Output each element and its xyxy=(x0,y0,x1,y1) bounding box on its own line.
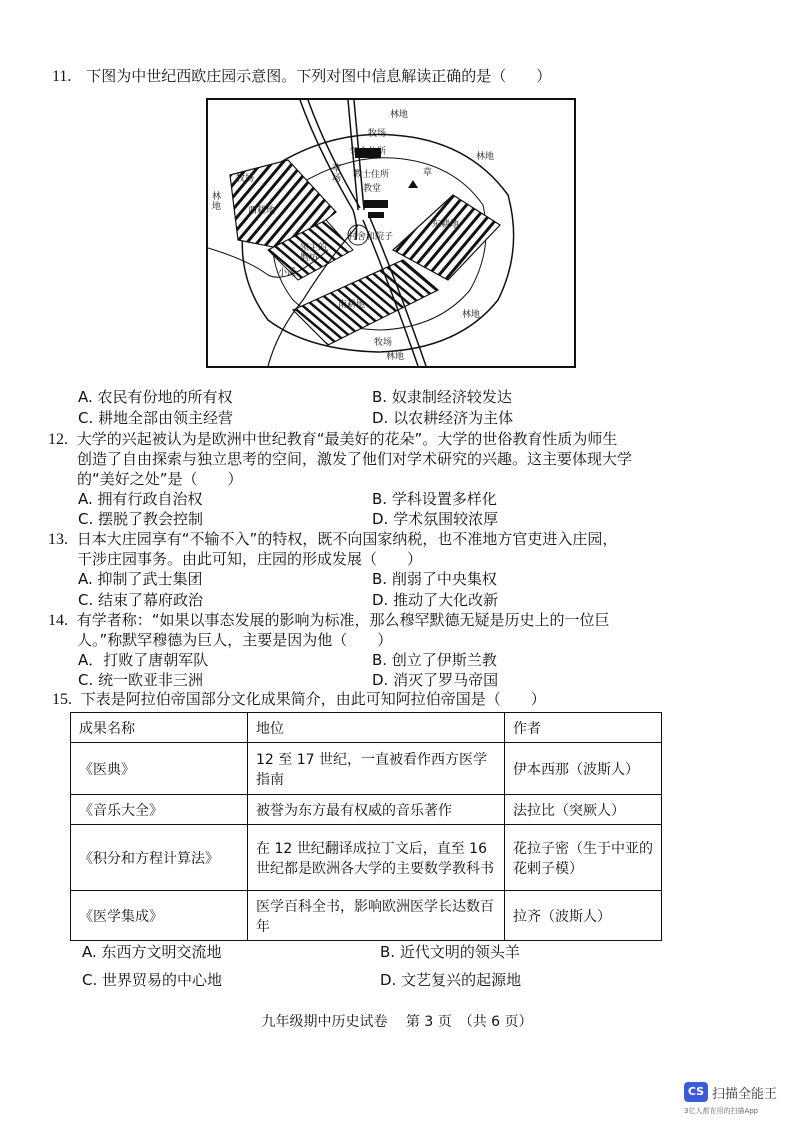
map-label-pasture-left: 牧场 xyxy=(236,174,255,184)
q15-option-d[interactable]: D. 文艺复兴的起源地 xyxy=(380,971,522,989)
q11-stem xyxy=(52,66,551,87)
table-cell: 医学百科全书，影响欧洲医学长达数百年 xyxy=(248,891,505,941)
table-row xyxy=(71,825,662,891)
q12-option-d[interactable]: D. 学术氛围较浓厚 xyxy=(372,510,499,528)
map-label-forest-right-top: 林地 xyxy=(476,152,495,162)
manor-map xyxy=(206,98,576,368)
q11-number: 11. xyxy=(52,68,72,85)
table-cell: 《医学集成》 xyxy=(71,891,248,941)
table-header-cell: 成果名称 xyxy=(71,713,248,743)
table-cell: 被誉为东方最有权威的音乐著作 xyxy=(248,795,505,825)
map-label-church: 教堂 xyxy=(363,184,382,194)
table-cell: 拉齐（波斯人） xyxy=(505,891,662,941)
q15-option-a[interactable]: A. 东西方文明交流地 xyxy=(82,943,222,961)
map-label-forest-bottom: 林地 xyxy=(386,352,405,362)
table-cell: 《医典》 xyxy=(71,743,248,795)
q12-line3: 的“美好之处”是（ ） xyxy=(77,470,243,488)
camscanner-icon: CS xyxy=(684,1082,708,1102)
map-label-pasture-top: 牧场 xyxy=(368,129,387,139)
q14-stem xyxy=(48,610,610,631)
watermark-subtitle: 3亿人都在用的扫描App xyxy=(684,1107,759,1115)
watermark-name: 扫描全能王 xyxy=(712,1087,778,1102)
q13-option-d[interactable]: D. 推动了大化改新 xyxy=(372,591,499,609)
map-label-west-field: 西耕地 xyxy=(248,206,276,216)
table-cell: 《音乐大全》 xyxy=(71,795,248,825)
map-label-pasture-bottom: 牧场 xyxy=(374,338,393,348)
q12-option-a[interactable]: A. 拥有行政自治权 xyxy=(78,490,203,508)
table-cell: 《积分和方程计算法》 xyxy=(71,825,248,891)
q13-line2: 干涉庄园事务。由此可知，庄园的形成发展（ ） xyxy=(77,550,423,568)
q11-option-a[interactable]: A. 农民有份地的所有权 xyxy=(78,388,233,406)
q11-option-b[interactable]: B. 奴隶制经济较发达 xyxy=(372,388,512,406)
q11-text: 下图为中世纪西欧庄园示意图。下列对图中信息解读正确的是（ ） xyxy=(86,67,552,85)
q12-stem xyxy=(48,429,617,450)
q11-option-d[interactable]: D. 以农耕经济为主体 xyxy=(372,409,514,427)
scanner-watermark xyxy=(684,1082,794,1122)
table-cell: 花拉子密（生于中亚的花剌子模） xyxy=(505,825,662,891)
q15-number: 15. xyxy=(52,691,72,708)
q14-option-b[interactable]: B. 创立了伊斯兰教 xyxy=(372,651,497,669)
q14-option-d[interactable]: D. 消灭了罗马帝国 xyxy=(372,671,499,689)
map-label-south-field: 南耕地 xyxy=(338,300,366,310)
page-footer: 九年级期中历史试卷 第 3 页 （共 6 页） xyxy=(261,1014,533,1030)
table-header-cell: 作者 xyxy=(505,713,662,743)
table-row xyxy=(71,891,662,941)
q13-option-c[interactable]: C. 结束了幕府政治 xyxy=(78,591,204,609)
q13-stem xyxy=(48,529,617,550)
q11-option-c[interactable]: C. 耕地全部由领主经营 xyxy=(78,409,234,427)
q14-option-a[interactable]: A．打败了唐朝军队 xyxy=(78,651,209,669)
table-row xyxy=(71,795,662,825)
q15-stem xyxy=(52,689,546,710)
q13-line1: 日本大庄园享有“不输不入”的特权，既不向国家纳税，也不准地方官吏进入庄园， xyxy=(76,530,618,548)
q14-line1: 有学者称：“如果以事态发展的影响为标准，那么穆罕默德无疑是历史上的一位巨 xyxy=(76,611,610,629)
table-cell: 伊本西那（波斯人） xyxy=(505,743,662,795)
map-label-east-field: 东耕地 xyxy=(432,220,460,230)
q14-option-c[interactable]: C. 统一欧亚非三洲 xyxy=(78,671,204,689)
table-header-cell: 地位 xyxy=(248,713,505,743)
map-label-priest-house: 教士住所 xyxy=(353,170,390,180)
map-label-forest-left: 林地 xyxy=(212,192,222,212)
q14-line2: 人。”称默罕穆德为巨人，主要是因为他（ ） xyxy=(77,631,393,649)
q13-option-a[interactable]: A. 抑制了武士集团 xyxy=(78,570,203,588)
q12-line2: 创造了自由探索与独立思考的空间，激发了他们对学术研究的兴趣。这主要体现大学 xyxy=(77,450,633,468)
map-label-meadow-right: 草 xyxy=(423,168,433,178)
q13-number: 13. xyxy=(48,531,68,548)
map-label-manor-house: 领主住所 xyxy=(350,147,387,157)
table-row xyxy=(71,743,662,795)
map-label-stream: 小溪 xyxy=(278,268,297,278)
culture-table xyxy=(70,712,662,941)
q15-option-c[interactable]: C. 世界贸易的中心地 xyxy=(82,971,223,989)
table-cell: 在 12 世纪翻译成拉丁文后，直至 16 世纪都是欧洲各大学的主要数学教科书 xyxy=(248,825,505,891)
map-label-meadow-left: 草场 xyxy=(332,164,342,184)
q12-line1: 大学的兴起被认为是欧洲中世纪教育“最美好的花朵”。大学的世俗教育性质为师生 xyxy=(76,430,618,448)
q15-text: 下表是阿拉伯帝国部分文化成果简介，由此可知阿拉伯帝国是（ ） xyxy=(80,690,546,708)
table-cell: 12 至 17 世纪，一直被看作西方医学指南 xyxy=(248,743,505,795)
map-label-mill: 领主的磨坊 xyxy=(300,243,328,263)
q13-option-b[interactable]: B. 削弱了中央集权 xyxy=(372,570,497,588)
q12-option-b[interactable]: B. 学科设置多样化 xyxy=(372,490,497,508)
map-label-forest-top: 林地 xyxy=(390,110,409,120)
table-cell: 法拉比（突厥人） xyxy=(505,795,662,825)
q14-number: 14. xyxy=(48,612,68,629)
q12-number: 12. xyxy=(48,431,68,448)
table-header-row xyxy=(71,713,662,743)
q15-option-b[interactable]: B. 近代文明的领头羊 xyxy=(380,943,520,961)
map-label-forest-right-bottom: 林地 xyxy=(462,310,481,320)
map-label-village: 村舍和院子 xyxy=(348,232,394,242)
q12-option-c[interactable]: C. 摆脱了教会控制 xyxy=(78,510,204,528)
